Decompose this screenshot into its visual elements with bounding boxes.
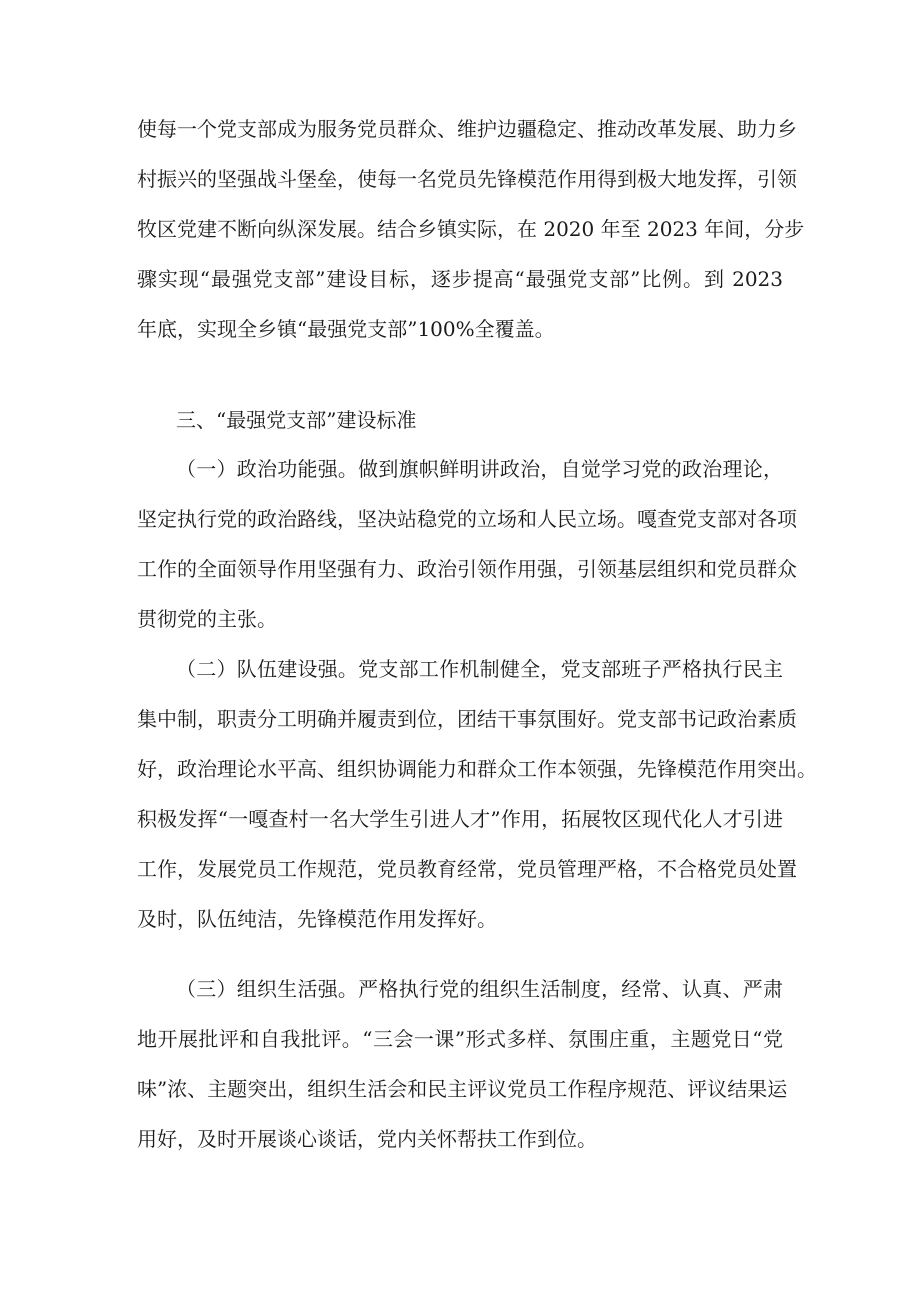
paragraph-line: 味”浓、主题突出，组织生活会和民主评议党员工作程序规范、评议结果运 xyxy=(137,1077,788,1101)
paragraph-line: 工作的全面领导作用坚强有力、政治引领作用强，引领基层组织和党员群众 xyxy=(137,557,797,581)
paragraph-line: 牧区党建不断向纵深发展。结合乡镇实际，在 2020 年至 2023 年间，分步 xyxy=(137,217,805,241)
paragraph-line: 集中制，职责分工明确并履责到位，团结干事氛围好。党支部书记政治素质 xyxy=(137,707,797,731)
paragraph-line: 使每一个党支部成为服务党员群众、维护边疆稳定、推动改革发展、助力乡 xyxy=(137,117,797,141)
paragraph-line: （一）政治功能强。做到旗帜鲜明讲政治，自觉学习党的政治理论， xyxy=(176,457,783,481)
paragraph-line: 积极发挥“一嘎查村一名大学生引进人才”作用，拓展牧区现代化人才引进 xyxy=(137,807,783,831)
section-heading: 三、“最强党支部”建设标准 xyxy=(176,408,417,432)
paragraph-line: 用好，及时开展谈心谈话，党内关怀帮扶工作到位。 xyxy=(137,1127,597,1151)
paragraph-line: 年底，实现全乡镇“最强党支部”100%全覆盖。 xyxy=(137,317,555,341)
paragraph-line: 好，政治理论水平高、组织协调能力和群众工作本领强，先锋模范作用突出。 xyxy=(137,757,817,781)
paragraph-line: 工作，发展党员工作规范，党员教育经常，党员管理严格，不合格党员处置 xyxy=(137,857,797,881)
paragraph-line: 及时，队伍纯洁，先锋模范作用发挥好。 xyxy=(137,907,497,931)
paragraph-line: （二）队伍建设强。党支部工作机制健全，党支部班子严格执行民主 xyxy=(176,657,783,681)
paragraph-line: 地开展批评和自我批评。“三会一课”形式多样、氛围庄重，主题党日“党 xyxy=(137,1027,783,1051)
paragraph-line: 坚定执行党的政治路线，坚决站稳党的立场和人民立场。嘎查党支部对各项 xyxy=(137,507,797,531)
paragraph-line: 村振兴的坚强战斗堡垒，使每一名党员先锋模范作用得到极大地发挥，引领 xyxy=(137,167,797,191)
paragraph-line: 贯彻党的主张。 xyxy=(137,607,277,631)
paragraph-line: 骤实现“最强党支部”建设目标，逐步提高“最强党支部”比例。到 2023 xyxy=(137,267,783,291)
paragraph-line: （三）组织生活强。严格执行党的组织生活制度，经常、认真、严肃 xyxy=(176,977,783,1001)
